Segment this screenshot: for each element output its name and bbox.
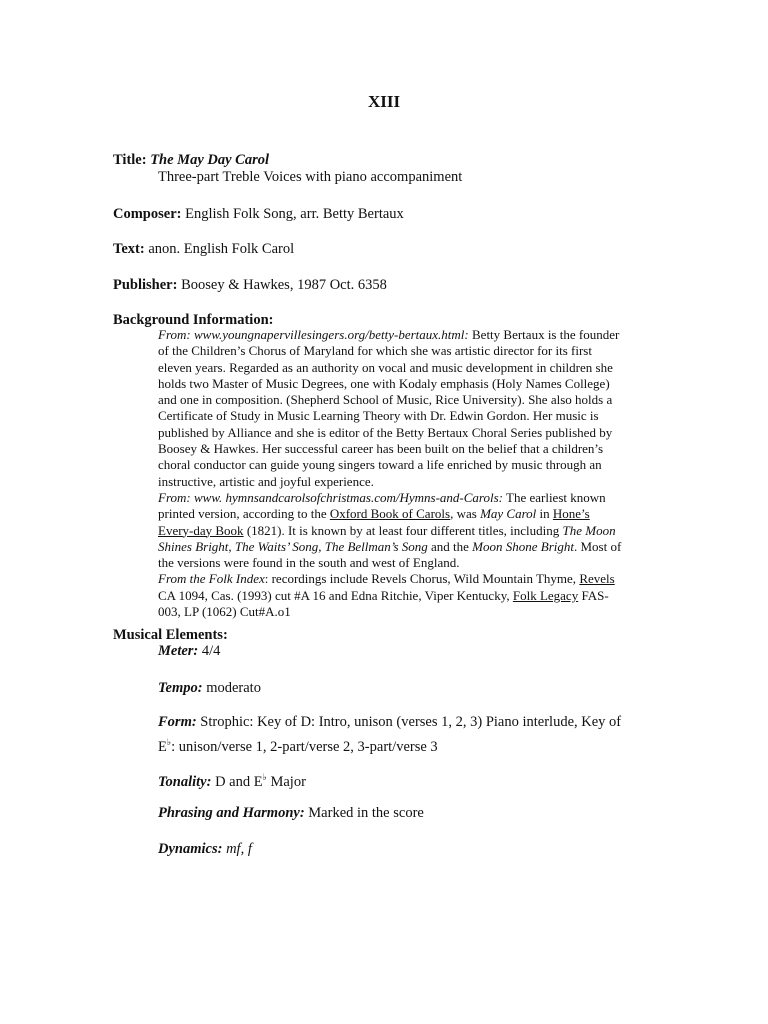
- phrasing-item: Phrasing and Harmony: Marked in the score: [158, 805, 424, 821]
- composer-value: English Folk Song, arr. Betty Bertaux: [185, 206, 404, 222]
- bg-line: the versions were found in the south and west of England.: [158, 555, 460, 571]
- text-label: Text:: [113, 241, 145, 257]
- bg-line: choral conductor can guide young singers toward a life enriched by music through an: [158, 457, 602, 473]
- bg-line: printed version, according to the Oxford Book of Carols, was May Carol in Hone’s: [158, 506, 590, 522]
- bg-line: and one in composition. (Shepherd School of Music, Rice University). She also holds a: [158, 392, 613, 408]
- bg-line: Certificate of Study in Music Learning Theory with Dr. Edwin Gordon. Her music is: [158, 408, 599, 424]
- composer-field: [113, 205, 404, 223]
- meter-item: Meter: 4/4: [158, 643, 221, 659]
- publisher-value: Boosey & Hawkes, 1987 Oct. 6358: [181, 277, 387, 293]
- flat-symbol: ♭: [262, 772, 267, 782]
- dynamics-item: Dynamics: mf, f: [158, 841, 252, 857]
- oxford-book-link: Oxford Book of Carols: [329, 506, 451, 522]
- bg-line: Shines Bright, The Waits’ Song, The Bellman’s Song and the Moon Shone Bright. Most of: [158, 538, 622, 554]
- bg-line: instructive, artistic and joyful experience.: [158, 473, 374, 489]
- bg-line: Every-day Book (1821). It is known by at least four different titles, including The Moon: [158, 522, 616, 538]
- bg-line: Boosey & Hawkes. Her successful career has been built on the belief that a children’s: [158, 441, 604, 457]
- composer-label: Composer:: [113, 206, 182, 222]
- title-field: [113, 151, 269, 169]
- tonality-item: Tonality: D and E♭ Major: [158, 772, 306, 790]
- bg-line: From: www.youngnapervillesingers.org/betty-bertaux.html: Betty Bertaux is the founder: [158, 327, 620, 342]
- bg-line: eleven years. Regarded as an authority on vocal and music development in children she: [158, 359, 613, 375]
- bg-line: holds two Master of Music Degrees, one with Kodaly emphasis (Holy Names College): [158, 375, 610, 391]
- title-value: The May Day Carol: [150, 152, 269, 168]
- publisher-label: Publisher:: [113, 277, 178, 293]
- bg-line: CA 1094, Cas. (1993) cut #A 16 and Edna Ritchie, Viper Kentucky, Folk Legacy FAS-: [158, 587, 609, 603]
- flat-symbol: ♭: [166, 737, 172, 747]
- tempo-item: Tempo: moderato: [158, 680, 261, 696]
- page-heading: XIII: [367, 92, 401, 111]
- background-text: [158, 327, 658, 620]
- title-label: Title:: [113, 152, 147, 168]
- bg-line: published by Alliance and she is editor of the Betty Bertaux Choral Series published by: [158, 424, 613, 440]
- bg-line: 003, LP (1062) Cut#A.o1: [158, 604, 291, 620]
- bg-line: From the Folk Index: recordings include Revels Chorus, Wild Mountain Thyme, Revels: [158, 571, 615, 587]
- title-subtitle: Three-part Treble Voices with piano accompaniment: [158, 169, 463, 185]
- publisher-field: [113, 276, 387, 294]
- text-field: [113, 240, 294, 258]
- background-heading: Background Information:: [113, 312, 274, 328]
- form-item: Form: Strophic: Key of D: Intro, unison (verses 1, 2, 3) Piano interlude, Key of E♭: unison/verse 1, 2-part/verse 2, 3-part/verse 3: [158, 714, 622, 755]
- bg-line: From: www. hymnsandcarolsofchristmas.com/Hymns-and-Carols: The earliest known: [158, 489, 606, 505]
- bg-line: of the Children’s Chorus of Maryland for which she was artistic director for its first: [158, 343, 592, 359]
- text-value: anon. English Folk Carol: [148, 241, 295, 257]
- musical-elements-heading: Musical Elements:: [113, 627, 228, 643]
